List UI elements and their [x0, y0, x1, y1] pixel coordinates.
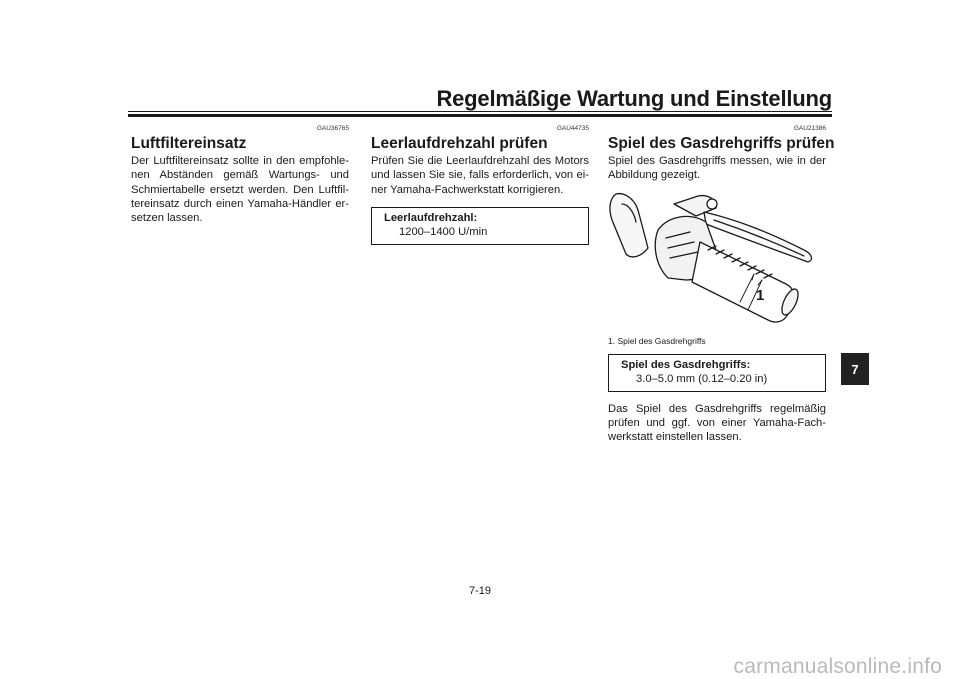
- section-title: Spiel des Gasdrehgriffs prüfen: [608, 135, 835, 152]
- spec-label: Leerlaufdrehzahl:: [384, 211, 478, 224]
- spec-value: 1200–1400 U/min: [399, 226, 488, 239]
- figure-caption: 1. Spiel des Gasdrehgriffs: [608, 335, 706, 346]
- page-number: 7-19: [468, 585, 492, 597]
- section-paragraph: Spiel des Gasdrehgriffs messen, wie in der Abbildung gezeigt.: [608, 155, 826, 182]
- throttle-grip-illustration: [608, 190, 828, 328]
- spec-label: Spiel des Gasdrehgriffs:: [621, 358, 751, 371]
- page-title: Regelmäßige Wartung und Einstellung: [436, 86, 832, 111]
- section-code: GAU44735: [556, 125, 589, 132]
- spec-value: 3.0–5.0 mm (0.12–0.20 in): [636, 373, 768, 386]
- section-code: GAU36765: [316, 125, 349, 132]
- section-paragraph: Das Spiel des Gasdrehgriffs regelmäßig prüfen und ggf. von einer Yamaha-Fach-werkstatt einstellen lassen.: [608, 402, 826, 444]
- header-rule-thin: [128, 111, 832, 112]
- header-rule-thick: [128, 114, 832, 117]
- section-throttle-grip: [608, 124, 835, 444]
- section-paragraph: Der Luftfiltereinsatz sollte in den empfohle-nen Abständen gemäß Wartungs- und Schmiertabelle ersetzt werden. Den Luftfil-tereinsatz durch einen Yamaha-Händler er-setzen lassen.: [131, 155, 349, 225]
- spec-box: [608, 354, 826, 392]
- handlebar-drawing: [608, 190, 828, 328]
- section-title: Leerlaufdrehzahl prüfen: [371, 135, 548, 152]
- section-air-filter: [131, 124, 349, 225]
- chapter-tab: 7: [841, 353, 869, 385]
- section-idle-speed: [371, 124, 589, 245]
- watermark: carmanualsonline.info: [733, 655, 942, 678]
- section-code: GAU21386: [793, 125, 826, 132]
- section-title: Luftfiltereinsatz: [131, 135, 247, 152]
- spec-box: [371, 207, 589, 245]
- figure-callout-number: 1: [756, 286, 765, 304]
- section-paragraph: Prüfen Sie die Leerlaufdrehzahl des Motors und lassen Sie sie, falls erforderlich, von ei-ner Yamaha-Fachwerkstatt korrigieren.: [371, 155, 589, 196]
